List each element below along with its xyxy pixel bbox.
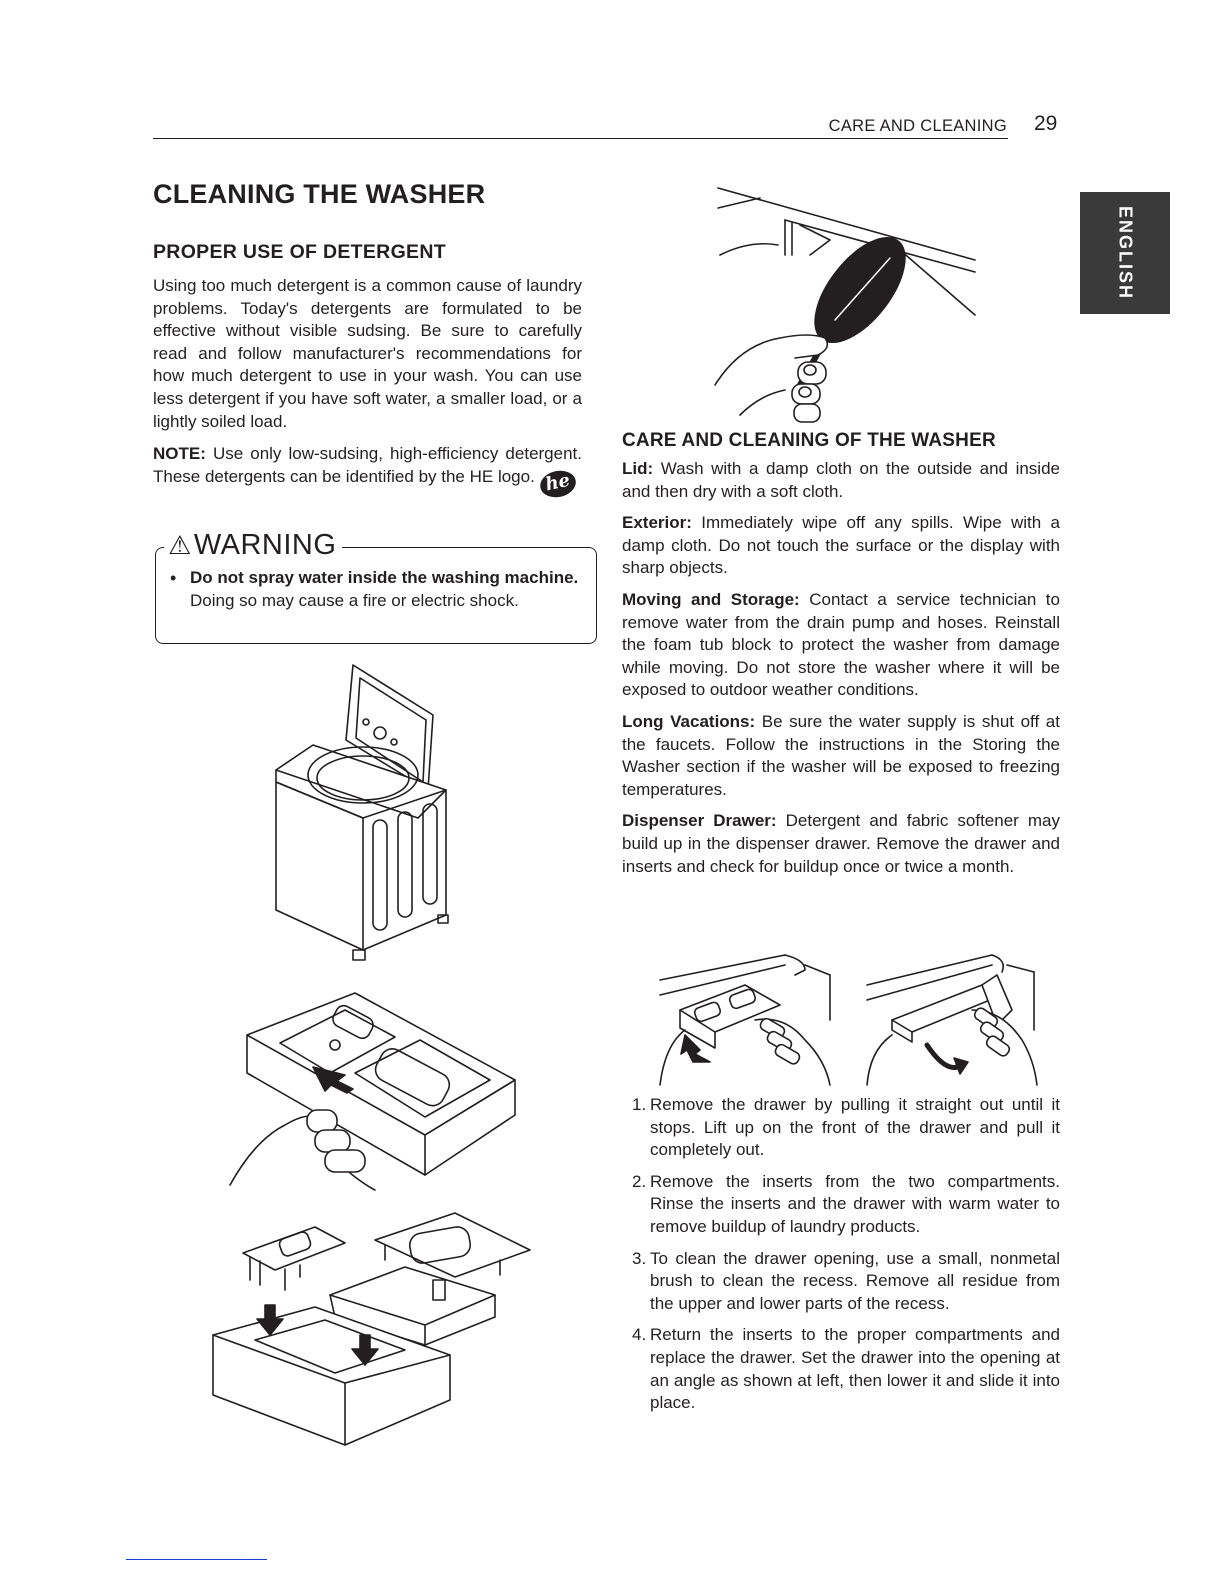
step-text: To clean the drawer opening, use a small, nonmetal brush to clean the recess. Remove all residue from the upper and lower parts of the recess. [650,1248,1060,1313]
care-item-lid [622,458,1060,503]
detergent-section [153,275,582,506]
care-item-text: Immediately wipe off any spills. Wipe with a damp cloth. Do not touch the surface or the display with sharp objects. [622,513,1060,578]
care-item-dispenser [622,810,1060,878]
warning-heading [164,527,342,563]
page-title: CLEANING THE WASHER [153,179,486,209]
footer-link-underline [126,1559,267,1560]
step-number: 2. [632,1171,647,1191]
drawer-removal-illustration [225,985,525,1195]
step-number: 4. [632,1325,647,1345]
detergent-intro: Using too much detergent is a common cause of laundry problems. Today's detergents are formulated to be effective without visible sudsing. Be sure to carefully read and follow manufacturer's recommendations for how much detergent to use in your wash. You can use less detergent if you have soft water, a smaller load, or a lightly soiled load. [153,276,582,431]
step-2 [632,1171,1060,1239]
care-item-moving [622,589,1060,702]
care-item-label: Long Vacations: [622,711,756,731]
care-item-text: Be sure the water supply is shut off at the faucets. Follow the instructions in the Storing the Washer section if the washer will be exposed to freezing temperatures. [622,711,1060,799]
step-4 [632,1324,1060,1414]
warning-item-bold: Do not spray water inside the washing machine. [190,568,579,587]
care-item-text: Wash with a damp cloth on the outside and inside and then dry with a soft cloth. [622,459,1060,501]
page-number: 29 [1034,112,1058,135]
care-item-label: Dispenser Drawer: [622,811,777,831]
care-item-text: Detergent and fabric softener may build up in the dispenser drawer. Remove the drawer and inserts and check for buildup once or twice a month. [622,811,1060,876]
he-logo-icon: he [538,467,579,500]
step-text: Remove the drawer by pulling it straight out until it stops. Lift up on the front of the drawer and pull it completely out. [650,1095,1060,1160]
step-number: 1. [632,1095,647,1114]
step-3 [632,1248,1060,1316]
care-item-text: Contact a service technician to remove water from the drain pump and hoses. Reinstall the foam tub block to protect the washer from damage while moving. Do not store the washer where it will be exposed to outdoor weather conditions. [622,589,1060,700]
care-section [622,458,1060,887]
brush-cleaning-illustration [700,180,1000,425]
care-item-label: Exterior: [622,513,692,533]
step-text: Remove the inserts from the two compartments. Rinse the inserts and the drawer with warm water to remove buildup of laundry products. [650,1171,1060,1236]
care-item-vacations [622,711,1060,801]
note-label: NOTE: [153,444,206,464]
section-heading-care: CARE AND CLEANING OF THE WASHER [622,430,996,451]
drawer-pull-illustration [655,950,840,1090]
section-heading-detergent: PROPER USE OF DETERGENT [153,241,446,263]
header-divider [153,138,1008,139]
detergent-note [153,443,582,497]
care-item-label: Lid: [622,459,654,478]
step-1 [632,1094,1060,1162]
care-item-exterior [622,512,1060,580]
warning-list [170,567,582,612]
warning-item-text: Doing so may cause a fire or electric shock. [190,590,519,610]
language-tab [1080,192,1170,314]
warning-triangle-icon: ⚠ [168,530,192,560]
drawer-lift-illustration [862,950,1042,1090]
note-text: Use only low-sudsing, high-efficiency detergent. These detergents can be identified by the HE logo. [153,444,582,486]
warning-title: WARNING [193,529,337,561]
step-number: 3. [632,1248,647,1268]
washer-illustration [268,660,458,965]
warning-item [170,567,582,612]
care-item-label: Moving and Storage: [622,589,800,609]
bullet-icon: • [170,568,177,588]
dispenser-steps [632,1094,1060,1424]
step-text: Return the inserts to the proper compartments and replace the drawer. Set the drawer into the opening at an angle as shown at left, then lower it and slide it into place. [650,1325,1060,1413]
header-section-title: CARE AND CLEANING [828,117,1007,135]
language-tab-label: ENGLISH [1115,205,1136,301]
drawer-inserts-illustration [205,1205,535,1450]
